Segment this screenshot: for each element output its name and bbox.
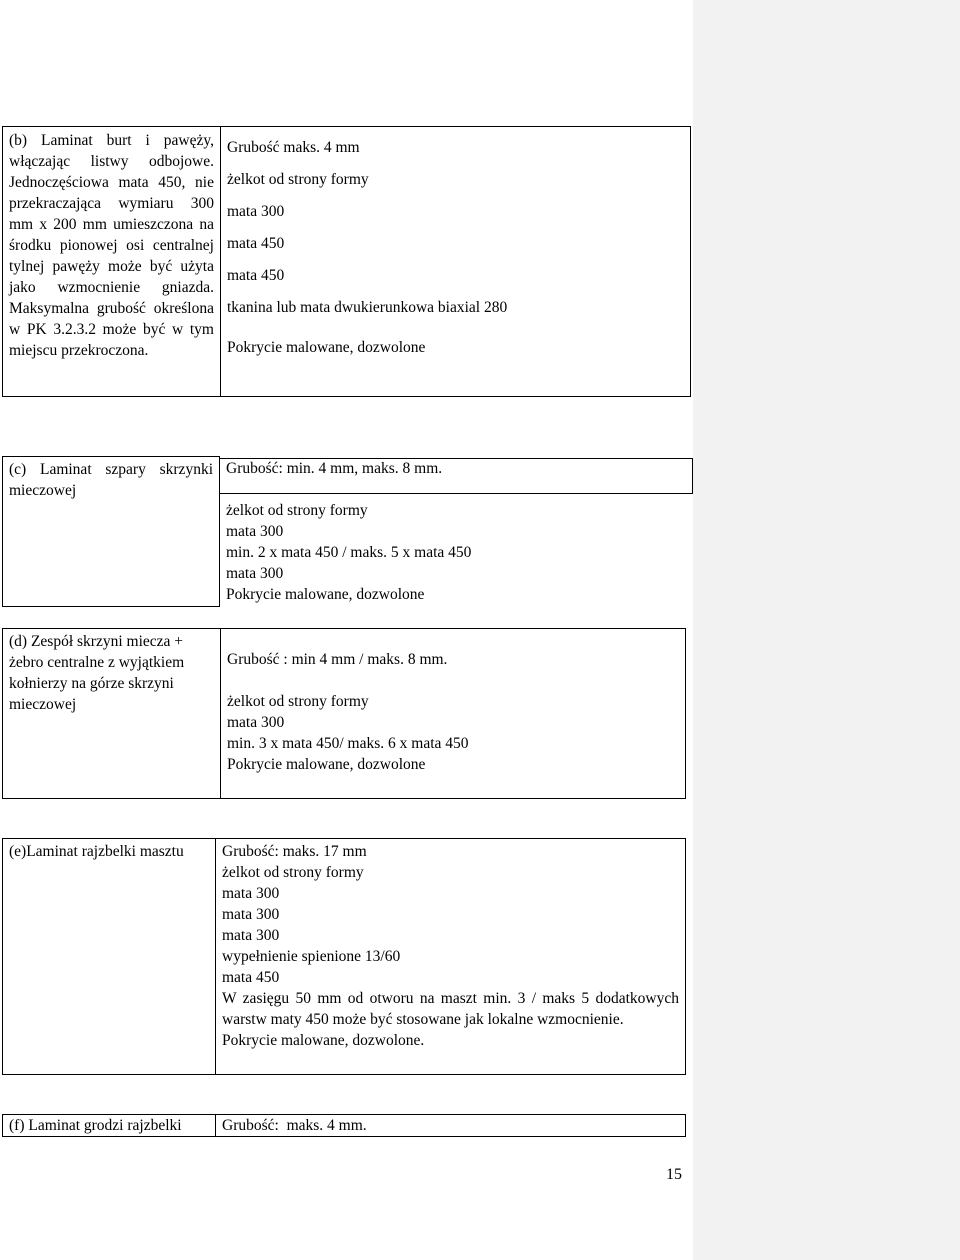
spec-line: Grubość: maks. 17 mm [222, 843, 367, 860]
spec-line: mata 300 [226, 523, 284, 540]
spec-line: mata 450 [227, 267, 285, 284]
spec-line: żelkot od strony formy [227, 171, 369, 188]
spec-line: żelkot od strony formy [227, 693, 369, 710]
spec-line: Pokrycie malowane, dozwolone [227, 756, 426, 773]
table-e-label: (e)Laminat rajzbelki masztu [9, 843, 184, 860]
spec-line: Pokrycie malowane, dozwolone. [222, 1032, 425, 1049]
spec-line: min. 3 x mata 450/ maks. 6 x mata 450 [227, 735, 469, 752]
label-line: mieczowej [9, 696, 77, 713]
table-d-label [3, 629, 221, 799]
spec-line: tkanina lub mata dwukierunkowa biaxial 280 [227, 299, 508, 316]
spec-line: wypełnienie spienione 13/60 [222, 948, 401, 965]
spec-line: mata 300 [227, 714, 285, 731]
spec-line: min. 2 x mata 450 / maks. 5 x mata 450 [226, 544, 472, 561]
spec-line: mata 300 [226, 565, 284, 582]
reinforcement-paragraph: W zasięgu 50 mm od otworu na maszt min. 3 / maks 5 dodatkowych warstw maty 450 może być stosowane jak lokalne wzmocnienie. [222, 990, 679, 1028]
label-line: kołnierzy na górze skrzyni [9, 675, 174, 692]
table-b [2, 126, 691, 397]
spec-line: mata 300 [222, 885, 280, 902]
table-e-label-cell [3, 839, 216, 1075]
table-d-spec [221, 629, 686, 799]
table-c [2, 456, 220, 607]
spec-line: Grubość : min 4 mm / maks. 8 mm. [227, 651, 448, 668]
spec-line: Grubość: min. 4 mm, maks. 8 mm. [226, 460, 443, 477]
table-f-label: (f) Laminat grodzi rajzbelki [3, 1115, 216, 1137]
table-b-spec [221, 127, 691, 397]
side-panel [693, 0, 960, 1260]
table-c-label: (c) Laminat szpary skrzynki mieczowej [3, 457, 220, 607]
spec-line: żelkot od strony formy [222, 864, 364, 881]
spec-line: mata 300 [222, 906, 280, 923]
spec-line: mata 450 [222, 969, 280, 986]
table-f-value: Grubość: maks. 4 mm. [216, 1115, 686, 1137]
table-b-label: (b) Laminat burt i pawęży, włączając listwy odbojowe. Jednoczęściowa mata 450, nie przekraczająca wymiaru 300 mm x 200 mm umieszczona na środku pionowej osi centralnej tylnej pawęży może być użyta jako wzmocnienie gniazda. Maksymalna grubość określona w PK 3.2.3.2 może być w tym miejscu przekroczona. [3, 127, 221, 397]
label-line: żebro centralne z wyjątkiem [9, 654, 185, 671]
table-e [2, 838, 686, 1075]
spec-line: żelkot od strony formy [226, 502, 368, 519]
spec-line: mata 300 [222, 927, 280, 944]
table-e-spec [216, 839, 686, 1075]
spec-line: Pokrycie malowane, dozwolone [226, 586, 425, 603]
page-number: 15 [666, 1166, 682, 1183]
spec-line: mata 450 [227, 235, 285, 252]
table-f [2, 1114, 686, 1137]
table-c-spec [226, 458, 471, 605]
spec-line: mata 300 [227, 203, 285, 220]
label-line: (d) Zespół skrzyni miecza + [9, 633, 184, 650]
spec-line: Grubość maks. 4 mm [227, 139, 360, 156]
table-d [2, 628, 686, 799]
spec-line: Pokrycie malowane, dozwolone [227, 339, 426, 356]
